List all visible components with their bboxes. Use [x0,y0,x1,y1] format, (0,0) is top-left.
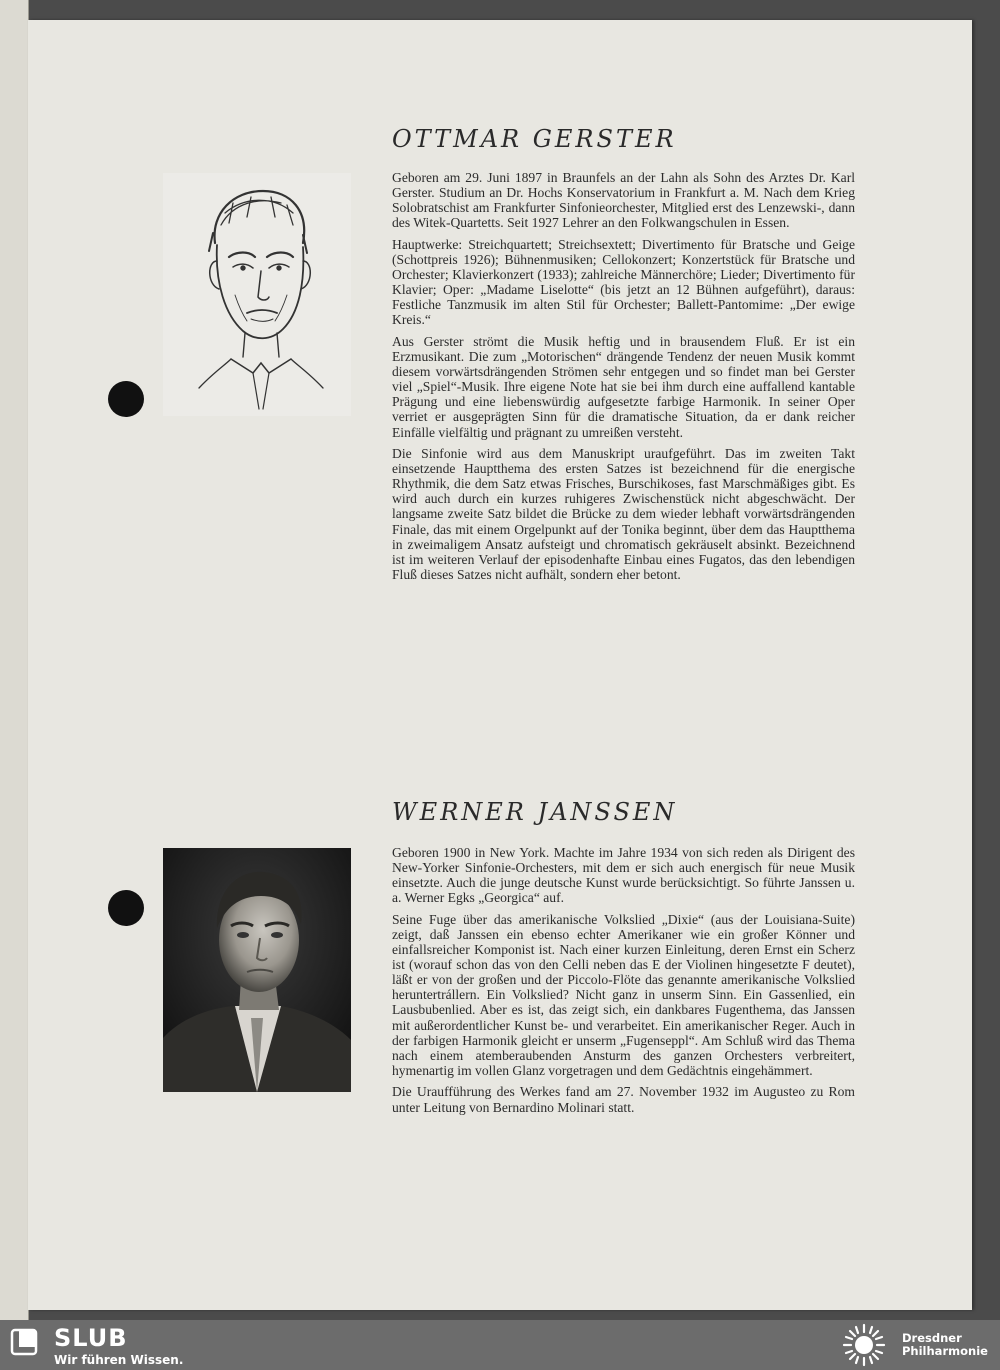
footer-bar [0,1320,1000,1370]
punch-hole [108,890,144,926]
composer-heading-gerster: OTTMAR GERSTER [392,125,677,153]
photo-portrait-icon [163,848,351,1092]
punch-hole [108,381,144,417]
slub-slogan: Wir führen Wissen. [54,1353,184,1367]
paragraph: Die Uraufführung des Werkes fand am 27. November 1932 im Augusteo zu Rom unter Leitung von Bernardino Molinari statt. [392,1084,855,1115]
paragraph: Die Sinfonie wird aus dem Manuskript uraufgeführt. Das im zweiten Takt einsetzende Hauptthema des ersten Satzes ist bezeichnend für die energische Rhythmik, die dem Satz etwas Frisches, Burschikoses, fast Marschmäßiges gibt. Es wird auch durch ein kurzes ruhigeres Zwischenstück nicht abgeschwächt. Der langsame zweite Satz bildet die Brücke zu dem wieder lebhaft vorwärtsdrängenden Finale, das mit einem Orgelpunkt auf der Tonika beginnt, über dem das Hauptthema in zweimaligem Ansatz aufsteigt und chromatisch gekräuselt absinkt. Bezeichnend ist im weiteren Verlauf der episodenhafte Einbau eines Fugatos, das den lebendigen Fluß dieses Satzes nicht aufhält, sondern eher betont. [392,446,855,582]
biography-janssen [392,845,855,1121]
paragraph: Aus Gerster strömt die Musik heftig und in brausendem Fluß. Er ist ein Erzmusikant. Die zum „Motorischen“ drängende Tendenz der neuen Musik kommt diesem vorwärtsdrängenden Strömen sehr entgegen und so findet man bei Gerster viel „Spiel“-Musik. Ihre eigene Note hat sie bei ihm durch eine auffallend kantable Prägung und eine liebenswürdig aufgesetzte farbige Harmonik. In seiner Oper verriet er ausgeprägten Sinn für die dramatische Situation, da er dank reicher Einfälle vielfältig und prägnant zu umreißen versteht. [392,333,855,440]
biography-gerster [392,170,855,588]
philharmonie-name-line2: Philharmonie [902,1344,988,1358]
portrait-photo-janssen [163,848,351,1092]
paragraph: Geboren 1900 in New York. Machte im Jahre 1934 von sich reden als Dirigent des New-Yorker Sinfonie-Orchesters, mit dem er sich auch energisch für neue Musik einsetzte. Auch die junge deutsche Kunst wurde berücksichtigt. So führte Janssen u. a. Werner Egks „Georgica“ auf. [392,845,855,906]
philharmonie-name[interactable] [902,1332,988,1358]
slub-logo-icon[interactable] [10,1328,38,1356]
philharmonie-logo-icon[interactable] [842,1323,886,1367]
composer-heading-janssen: WERNER JANSSEN [392,798,678,826]
paragraph: Geboren am 29. Juni 1897 in Braunfels an der Lahn als Sohn des Arztes Dr. Karl Gerster. Studium an Dr. Hochs Konservatorium in Frankfurt a. M. Nach dem Krieg Solobratschist am Frankfurter Sinfonieorchester, Mitglied erst des Lenzewski-, dann des Witek-Quartetts. Seit 1927 Lehrer an den Folkwangschulen in Essen. [392,170,855,231]
philharmonie-name-line1: Dresdner [902,1331,962,1345]
portrait-drawing-gerster [163,173,351,416]
paragraph: Hauptwerke: Streichquartett; Streichsextett; Divertimento für Bratsche und Geige (Schottpreis 1926); Bühnenmusiken; Cellokonzert; Konzertstück für Bratsche und Orchester; Klavierkonzert (1933); zahlreiche Männerchöre; Lieder; Divertimento für Klavier; Oper: „Madame Liselotte“ (bis jetzt an 12 Bühnen aufgeführt), daraus: Festliche Tanzmusik im alten Stil für Orchester; Ballett-Pantomime: „Der ewige Kreis.“ [392,236,855,328]
paragraph: Seine Fuge über das amerikanische Volkslied „Dixie“ (aus der Louisiana-Suite) zeigt, daß Janssen ein ebenso echter Amerikaner wie ein großer Könner und einfallsreicher Komponist ist. Nach einer kurzen Einleitung, deren Ernst ein Scherz ist (worauf schon das von den Celli neben das E der Violinen hingesetzte F deutet), läßt er von der großen und der Piccolo-Flöte das genannte amerikanische Volkslied heruntertrállern. Ein Volkslied? Nicht ganz in unserm Sinn. Ein Gassenlied, ein Lausbubenlied. Aber es ist, das zeigt sich, ein dankbares Fugenthema, das Janssen mit außerordentlicher Kunst be- und verarbeitet. Ein amerikanischer Reger. Auch in der farbigen Harmonik gleicht er unserm „Fugenseppl“. Am Schluß wird das Thema nach einem atemberaubenden Ansturm des ganzen Orchesters verbreitert, hymenartig im vollen Glanz vorgetragen und dem Gedächtnis eingehämmert. [392,911,855,1078]
previous-page-edge [0,0,29,1320]
sketch-portrait-icon [163,173,351,416]
slub-title[interactable]: SLUB [54,1324,128,1352]
